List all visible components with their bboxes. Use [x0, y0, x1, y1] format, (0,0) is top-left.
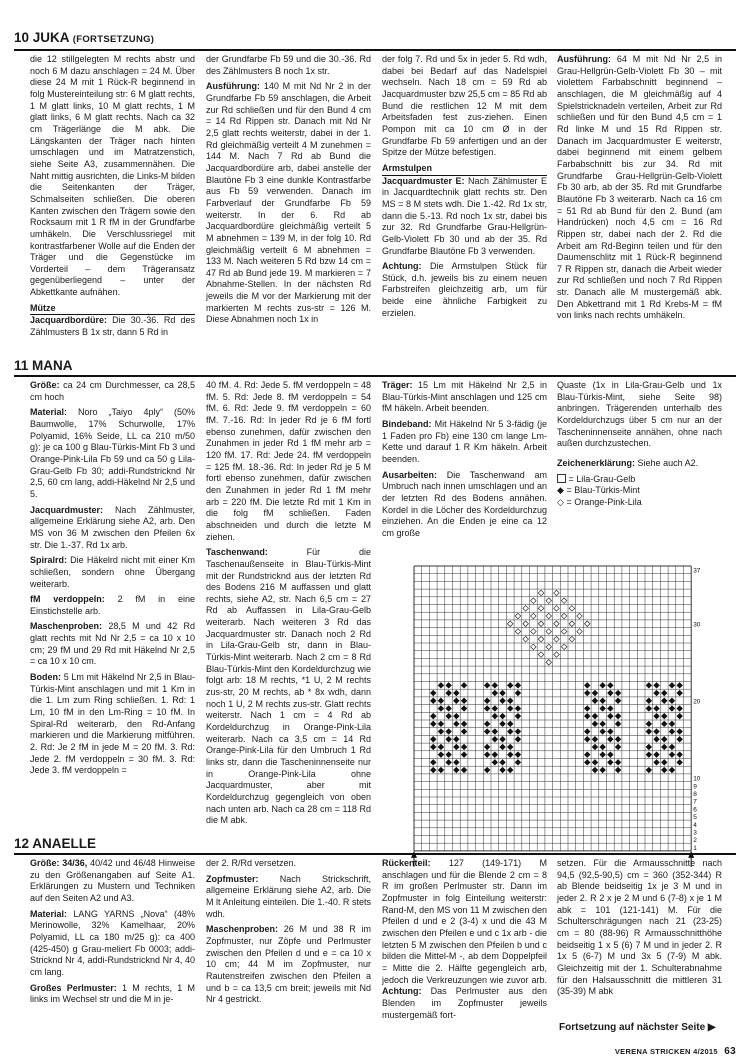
chart-filled-diamond: [615, 721, 621, 727]
s11-column-1: [30, 380, 195, 834]
chart-filled-diamond: [600, 721, 606, 727]
chart-row-number: 5: [693, 814, 697, 822]
chart-filled-diamond: [646, 744, 652, 750]
chart-filled-diamond: [661, 713, 667, 719]
chart-filled-diamond: [461, 721, 467, 727]
chart-filled-diamond: [454, 698, 460, 704]
chart-filled-diamond: [484, 683, 490, 689]
s10-c3-jacquard-label: Jacquardmuster E:: [382, 175, 465, 186]
s12-c1-1-text: LANG YARNS „Nova“ (48% Merinowolle, 32% Kamelhaar, 20% Polyamid, LL ca 180 m/25 g): ca 400 (425-450) g Grau-meliert Fb 0003; addi-Stricknd Nr 4, addi-Rundstricknd Nr 4, 40 cm lang.: [30, 908, 195, 977]
chart-filled-diamond: [515, 736, 521, 742]
s11-column-2: [206, 380, 371, 834]
chart-filled-diamond: [661, 760, 667, 766]
chart-filled-diamond: [446, 736, 452, 742]
chart-filled-diamond: [654, 690, 660, 696]
s10-c1-text: die 12 stillgelegten M rechts abstr und noch 6 M dazu anschlagen = 24 M. Über diese 24 M mit 1 Rück-R beginnend in folg Mustereinteilung str: 6 M glatt rechts, 1 M glatt links, 10 M glatt rechts, 1 M glatt links, 6 M glatt rechts. Nach ca 32 cm Trägerlänge die M abk. Die Längskanten der Träger nach hinten umschlagen und im Matratzenstich, siehe Seite A3, zusammennähen. Die Naht mittig ausrichten, die Links-M bilden die Seitenkanten der Träger, Schmalseiten schließen. Die oberen Kanten zwischen den Trägern sowie den Rocksaum mit 1 R fM in der Grundfarbe umhäkeln. Die Verschlussriegel mit kontrastfarbener Wolle auf die Enden der Träger und die Gegenstücke im Vorderteil – dem Trägeransatz gegenüberliegend – unter der Abkettkante aufnähen.: [30, 54, 195, 298]
chart-filled-diamond: [430, 713, 436, 719]
chart-filled-diamond: [654, 752, 660, 758]
s11-legend-title: Zeichenerklärung:: [557, 457, 636, 468]
chart-filled-diamond: [454, 721, 460, 727]
s10-c2-text-a: der Grundfarbe Fb 59 und die 30.-36. Rd des Zählmusters B noch 1x str.: [206, 54, 371, 76]
section-10-subtitle: (FORTSETZUNG): [72, 34, 155, 45]
chart-open-diamond: [584, 621, 590, 627]
chart-filled-diamond: [446, 729, 452, 735]
chart-filled-diamond: [600, 706, 606, 712]
s10-c3-achtung-text: Die Armstulpen Stück für Stück, d.h. jeweils bis zu einem neuen Farbstreifen gleichzeitig arb, um für beide eine ähnliche Farbigkeit zu erzielen.: [382, 261, 547, 318]
chart-filled-diamond: [454, 767, 460, 773]
chart-filled-diamond: [492, 752, 498, 758]
chart-filled-diamond: [430, 736, 436, 742]
chart-filled-diamond: [646, 698, 652, 704]
chart-row-number: 30: [693, 621, 701, 629]
chart-filled-diamond: [592, 760, 598, 766]
s11-c2-taschenwand-label: Taschenwand:: [206, 547, 268, 558]
chart-open-diamond: [561, 598, 567, 604]
chart-filled-diamond: [438, 729, 444, 735]
chart-filled-diamond: [500, 698, 506, 704]
chart-filled-diamond: [654, 729, 660, 735]
chart-filled-diamond: [492, 690, 498, 696]
chart-filled-diamond: [600, 744, 606, 750]
s12-c2-2-text: 26 M und 38 R im Zopfmuster, nur Zöpfe und Perlmuster zwischen den Pfeilen d und e = ca 10 x 10 cm; 44 M im Zopfmuster, nur Rautenstreifen zwischen den Pfeilen a und b = ca 13,5 cm breit; jeweils mit Nd Nr 4 gestrickt.: [206, 924, 371, 1005]
s12-column-2: [206, 858, 371, 1042]
s12-c3-achtung-text: Das Perlmuster aus den Blenden im Zopfmuster jeweils mustergemäß fort-: [382, 986, 547, 1020]
chart-filled-diamond: [484, 752, 490, 758]
chart-filled-diamond: [515, 690, 521, 696]
s12-column-3: [382, 858, 547, 1042]
s12-c4-text: setzen. Für die Armausschnitte nach 94,5 (92,5-90,5) cm = 360 (352-344) R ab Blende beidseitig 1x je 3 M und in jeder 2. R 2 x je 2 M und 6 (7-8) x je 1 M abk = 101 (121-141) M. Für die Schulterschrägungen nach 21 (23-25) cm = 80 (88-96) R Armausschnitthöhe beidseitig 1 x 5 (6) 7 M und in jeder 2. R 1x 5 (6-7) M und 3x 5 (7-9) M abk. Gleichzeitig mit der 1. Schulterabnahme für den Halsausschnitt die mittleren 31 (35-39) M abk: [557, 858, 722, 997]
chart-filled-diamond: [446, 760, 452, 766]
s12-c1-1-label: Material:: [30, 908, 68, 919]
chart-row-number: 10: [693, 775, 701, 783]
chart-filled-diamond: [438, 744, 444, 750]
chart-filled-diamond: [515, 683, 521, 689]
chart-open-diamond: [546, 644, 552, 650]
s10-column-1: [30, 54, 195, 354]
chart-filled-diamond: [615, 690, 621, 696]
chart-open-diamond: [561, 613, 567, 619]
chart-filled-diamond: [592, 721, 598, 727]
s11-c1-5-text: 28,5 M und 42 Rd glatt rechts mit Nd Nr 2,5 = ca 10 x 10 cm; 29 fM und 29 Rd mit Häkelnd Nr 2,5 = ca 10 x 10 cm.: [30, 621, 195, 667]
chart-filled-diamond: [584, 713, 590, 719]
chart-filled-diamond: [615, 713, 621, 719]
chart-filled-diamond: [669, 721, 675, 727]
chart-filled-diamond: [461, 683, 467, 689]
chart-filled-diamond: [438, 721, 444, 727]
s11-c1-4-label: fM verdoppeln:: [30, 594, 105, 605]
chart-filled-diamond: [608, 683, 614, 689]
chart-filled-diamond: [584, 752, 590, 758]
chart-filled-diamond: [669, 683, 675, 689]
legend-item-orange-pink-lila: [557, 497, 722, 509]
chart-filled-diamond: [654, 706, 660, 712]
chart-filled-diamond: [592, 744, 598, 750]
chart-row-number: 6: [693, 806, 697, 814]
chart-filled-diamond: [430, 721, 436, 727]
chart-filled-diamond: [608, 752, 614, 758]
chart-open-diamond: [554, 652, 560, 658]
chart-filled-diamond: [461, 698, 467, 704]
chart-open-diamond: [554, 621, 560, 627]
chart-filled-diamond: [484, 706, 490, 712]
chart-filled-diamond: [677, 736, 683, 742]
s11-c1-2-text: Nach Zählmuster, allgemeine Erklärung siehe A2, arb. Den MS von 36 M zwischen den Pfeilen 6x str. Die 1.-37. Rd 1x arb.: [30, 504, 195, 550]
chart-filled-diamond: [677, 752, 683, 758]
chart-filled-diamond: [669, 744, 675, 750]
chart-filled-diamond: [515, 729, 521, 735]
s12-c3-text: 127 (149-171) M anschlagen und für die Blende 2 cm = 8 R im großen Perlmuster str. Dann im Zopfmuster in folg Einteilung weiterstr: Rand-M, den MS von 11 M zwischen den Pfeilen d und e 2 (3-4) x und die 43 M zwischen den Pfeilen e und c 1x arb - die letzten 5 M zwischen den Pfeilen b und c bilden die Mittel-M -, ab dem Doppelpfeil = Mitte die 2. Hälfte gegengleich arb, jedoch die Verkreuzungen wie zuvor arb.: [382, 858, 547, 985]
legend-label-1: = Blau-Türkis-Mint: [566, 485, 640, 496]
chart-filled-diamond: [608, 690, 614, 696]
chart-filled-diamond: [454, 736, 460, 742]
chart-filled-diamond: [646, 752, 652, 758]
section-11-header: [14, 358, 736, 377]
chart-open-diamond: [538, 652, 544, 658]
chart-row-number: 20: [693, 698, 701, 706]
chart-filled-diamond: [592, 767, 598, 773]
s10-c2-ausfuehrung-label: Ausführung:: [206, 81, 260, 92]
chart-filled-diamond: [438, 767, 444, 773]
page-footer: [615, 1046, 736, 1057]
chart-filled-diamond: [592, 736, 598, 742]
chart-open-diamond: [523, 606, 529, 612]
chart-filled-diamond: [669, 752, 675, 758]
s10-c3-text-a: der folg 7. Rd und 5x in jeder 5. Rd wdh, dabei bei Bedarf auf das Nadelspiel wechseln. Nach 18 cm = 59 Rd ab Jacquardmuster bzw 25,5 cm = 85 Rd ab Bund die restlichen 12 M mit dem Arbeitsfaden fest zus-ziehen. Einen Pompon mit ca 10 cm Ø in der Grundfarbe Fb 59 anfertigen und an der Spitze der Mütze befestigen.: [382, 54, 547, 158]
chart-open-diamond: [531, 629, 537, 635]
chart-filled-diamond: [446, 683, 452, 689]
chart-filled-diamond: [461, 752, 467, 758]
chart-filled-diamond: [608, 760, 614, 766]
chart-filled-diamond: [646, 721, 652, 727]
section-10-header: [14, 30, 736, 51]
chart-filled-diamond: [484, 767, 490, 773]
chart-filled-diamond: [492, 736, 498, 742]
chart-filled-diamond: [461, 729, 467, 735]
legend-symbol-blank: [557, 474, 566, 483]
jacquard-knitting-chart: [408, 562, 728, 852]
chart-filled-diamond: [584, 760, 590, 766]
chart-filled-diamond: [646, 729, 652, 735]
chart-filled-diamond: [661, 690, 667, 696]
chart-filled-diamond: [430, 744, 436, 750]
chart-filled-diamond: [438, 698, 444, 704]
s10-column-2: [206, 54, 371, 354]
chart-filled-diamond: [584, 683, 590, 689]
chart-filled-diamond: [507, 698, 513, 704]
s12-c1-0-text: 40/42 und 46/48 Hinweise zu den Größenangaben auf Seite A1. Erklärungen zu Mustern und Techniken auf den Seiten A2 und A3.: [30, 858, 195, 903]
chart-filled-diamond: [492, 683, 498, 689]
chart-filled-diamond: [507, 752, 513, 758]
chart-filled-diamond: [654, 760, 660, 766]
chart-filled-diamond: [515, 760, 521, 766]
chart-filled-diamond: [592, 713, 598, 719]
chart-filled-diamond: [677, 760, 683, 766]
chart-filled-diamond: [615, 760, 621, 766]
chart-open-diamond: [507, 621, 513, 627]
chart-open-diamond: [561, 629, 567, 635]
chart-filled-diamond: [608, 713, 614, 719]
legend-item-lila-grau-gelb: [557, 474, 722, 486]
chart-filled-diamond: [677, 706, 683, 712]
chart-open-diamond: [561, 644, 567, 650]
chart-row-number: 2: [693, 837, 697, 845]
s10-c4-ausfuehrung-label: Ausführung:: [557, 54, 611, 64]
s11-c1-3-label: Spiralrd:: [30, 555, 68, 566]
chart-filled-diamond: [507, 683, 513, 689]
s12-c1-2-label: Großes Perlmuster:: [30, 982, 117, 993]
chart-filled-diamond: [507, 729, 513, 735]
chart-filled-diamond: [669, 729, 675, 735]
s11-c3-0-label: Träger:: [382, 380, 413, 390]
s11-c2-text-a: 40 fM. 4. Rd: Jede 5. fM verdoppeln = 48 fM. 5. Rd: Jede 8. fM verdoppeln = 54 fM. 6. Rd: Jede 9. fM verdoppeln = 60 fM. 7.-16. Rd: In jeder Rd je 6 fM fortl ebenso zunehmen, dafür zwischen den Zunahmen in jeder Rd 1 fM mehr arb = 120 fM. 17. Rd: Jede 24. fM verdoppeln = 125 fM. 18.-36. Rd: In jeder Rd je 5 M fortl ebenso zunehmen, dafür zwischen den Zunahmen in jeder Rd 1 fM mehr arb = 220 fM. Die letzte Rd mit 1 Km in die folg fM schließen. Faden abschneiden und durch die letzte M ziehen.: [206, 380, 371, 542]
legend-symbol-filled-diamond: ◆: [557, 485, 564, 496]
chart-filled-diamond: [430, 760, 436, 766]
chart-open-diamond: [538, 636, 544, 642]
chart-filled-diamond: [484, 698, 490, 704]
chart-filled-diamond: [438, 752, 444, 758]
chart-filled-diamond: [500, 744, 506, 750]
chart-filled-diamond: [446, 713, 452, 719]
chart-row-number: 37: [693, 567, 701, 575]
chart-filled-diamond: [669, 767, 675, 773]
chart-open-diamond: [546, 613, 552, 619]
chart-filled-diamond: [661, 744, 667, 750]
chart-filled-diamond: [654, 683, 660, 689]
section-12-title: 12 ANAELLE: [14, 836, 97, 851]
chart-filled-diamond: [430, 698, 436, 704]
chart-row-number: 9: [693, 783, 697, 791]
s11-c1-6-text: 5 Lm mit Häkelnd Nr 2,5 in Blau-Türkis-Mint anschlagen und mit 1 Km in die 1. Lm zum Ring schließen. 1. Rd: 1 Lm, 10 fM in den Lm-Ring = 10 fM. In Spiral-Rd weiterarb, den Rd-Anfang markieren und die Markierung mitführen. 2. Rd: Je 2 fM in jede M = 20 fM. 3. Rd: Jede 2. fM verdoppeln = 30 fM. 3. Rd: Jede 3. fM verdoppeln =: [30, 672, 195, 776]
chart-filled-diamond: [669, 698, 675, 704]
s12-c1-2-text: 1 M rechts, 1 M links im Wechsel str und die M in je-: [30, 982, 196, 1005]
section-10-title: 10 JUKA: [14, 30, 70, 45]
chart-filled-diamond: [446, 706, 452, 712]
chart-open-diamond: [531, 598, 537, 604]
chart-filled-diamond: [484, 744, 490, 750]
chart-filled-diamond: [438, 706, 444, 712]
chart-open-diamond: [538, 621, 544, 627]
chart-filled-diamond: [600, 698, 606, 704]
chart-filled-diamond: [515, 713, 521, 719]
chart-filled-diamond: [438, 683, 444, 689]
chart-filled-diamond: [615, 744, 621, 750]
chart-filled-diamond: [492, 729, 498, 735]
chart-filled-diamond: [661, 736, 667, 742]
s10-column-4: [557, 54, 722, 354]
legend-label-0: = Lila-Grau-Gelb: [568, 473, 636, 484]
chart-filled-diamond: [500, 736, 506, 742]
s12-column-4: [557, 858, 722, 1020]
s12-c2-1-text: Nach Strickschrift, allgemeine Erklärung siehe A2, arb. Die M lt Anleitung einteilen. Die 1.-40. R stets wdh.: [206, 873, 371, 919]
s12-c3-rueckenteil-label: Rückenteil:: [382, 858, 431, 868]
s12-c2-2-label: Maschenproben:: [206, 924, 279, 935]
chart-filled-diamond: [484, 721, 490, 727]
chart-filled-diamond: [461, 744, 467, 750]
chart-filled-diamond: [600, 767, 606, 773]
s11-c1-6-label: Boden:: [30, 672, 61, 683]
s10-c1-jacquard-text: Die 30.-36. Rd des Zählmusters B 1x str, dann 5 Rd in: [30, 315, 195, 338]
chart-row-number: 1: [693, 844, 697, 852]
s11-c3-1-label: Bindeband:: [382, 418, 432, 429]
chart-filled-diamond: [584, 736, 590, 742]
chart-open-diamond: [538, 590, 544, 596]
s11-c1-5-label: Maschenproben:: [30, 621, 103, 632]
s11-legend-title-rest: Siehe auch A2.: [637, 457, 699, 468]
chart-filled-diamond: [608, 706, 614, 712]
chart-filled-diamond: [461, 767, 467, 773]
chart-filled-diamond: [492, 713, 498, 719]
chart-filled-diamond: [646, 706, 652, 712]
chart-filled-diamond: [584, 729, 590, 735]
chart-filled-diamond: [454, 760, 460, 766]
chart-filled-diamond: [430, 690, 436, 696]
s12-c2-1-label: Zopfmuster:: [206, 873, 259, 884]
s11-column-3: [382, 380, 547, 560]
chart-filled-diamond: [661, 698, 667, 704]
s10-c2-text-b: 140 M mit Nd Nr 2 in der Grundfarbe Fb 59 anschlagen, die Arbeit zur Rd schließen und für den Bund 4 cm = 14 Rd Rippen str. Danach mit Nd Nr 2,5 glatt rechts weiterstr, dabei in der 1. Rd gleichmäßig verteilt 4 M zunehmen = 144 M. Nach 7 Rd ab Bund die Jacquardbordüre arb, dabei anstelle der Blautöne Fb 3 eine dunkle Kontrastfarbe aus Fb 59 verwenden. Danach im Farbverlauf der Grundfarbe Fb 59 weiterstr. In der 6. Rd ab Jacquardbordüre gleichmäßig verteilt 5 M abnehmen = 139 M, in der folg 10. Rd gleichmäßig verteilt 6 M abnehmen = 133 M. Nach weiteren 5 Rd bzw 14 cm = 47 Rd ab Bund jede 19. M markieren = 7 Abnahme-Stellen. In der nächsten Rd jeweils die M vor der Markierung mit der markierten M rechts zus-str = 126 M. Diese Abnahmen noch 1x in: [206, 81, 371, 325]
chart-open-diamond: [523, 621, 529, 627]
chart-row-number: 3: [693, 829, 697, 837]
s12-c1-0-label: Größe: 34/36,: [30, 858, 88, 868]
chart-filled-diamond: [507, 706, 513, 712]
section-12-header: [14, 836, 736, 855]
chart-filled-diamond: [500, 690, 506, 696]
chart-open-diamond: [577, 629, 583, 635]
chart-filled-diamond: [430, 767, 436, 773]
s11-c1-2-label: Jacquardmuster:: [30, 504, 104, 515]
s10-c1-jacquard-label: Jacquardbordüre:: [30, 315, 108, 326]
chart-filled-diamond: [661, 767, 667, 773]
chart-filled-diamond: [677, 729, 683, 735]
chart-filled-diamond: [446, 752, 452, 758]
s11-c3-1-text: Mit Häkelnd Nr 5 3-fädig (je 1 Faden pro Fb) eine 130 cm lange Lm-Kette und darauf 1 R Km häkeln. Arbeit beenden.: [382, 418, 547, 464]
chart-open-diamond: [523, 636, 529, 642]
chart-filled-diamond: [507, 744, 513, 750]
chart-row-number: 4: [693, 821, 697, 829]
s11-c4-text: Quaste (1x in Lila-Grau-Gelb und 1x Blau-Türkis-Mint, siehe Seite 98) anbringen. Trägerenden unterhalb des Kordeldurchzugs über 5 cm nur an der Tascheninnenseite annähen, ohne nach außen durchzustechen.: [557, 380, 722, 449]
chart-open-diamond: [569, 606, 575, 612]
chart-open-diamond: [569, 636, 575, 642]
chart-filled-diamond: [600, 683, 606, 689]
s10-armstulpen-heading: Armstulpen: [382, 163, 547, 176]
chart-filled-diamond: [592, 690, 598, 696]
chart-filled-diamond: [677, 713, 683, 719]
page-number: 63: [724, 1046, 736, 1057]
legend-label-2: = Orange-Pink-Lila: [566, 496, 642, 507]
chart-open-diamond: [546, 659, 552, 665]
s12-c2-0-text: der 2. R/Rd versetzen.: [206, 858, 297, 868]
legend-item-blau-tuerkis-mint: [557, 485, 722, 497]
chart-filled-diamond: [446, 690, 452, 696]
s11-c1-0-text: ca 24 cm Durchmesser, ca 28,5 cm hoch: [30, 380, 195, 402]
chart-filled-diamond: [584, 690, 590, 696]
s11-c1-3-text: Die Häkelrd nicht mit einer Km schließen, sondern ohne Übergang weiterarb.: [30, 555, 195, 589]
chart-filled-diamond: [646, 767, 652, 773]
chart-filled-diamond: [669, 706, 675, 712]
s10-muetze-heading: Mütze: [30, 303, 195, 316]
chart-open-diamond: [531, 644, 537, 650]
chart-filled-diamond: [492, 706, 498, 712]
chart-filled-diamond: [515, 706, 521, 712]
chart-open-diamond: [531, 613, 537, 619]
s11-c3-2-text: Die Taschenwand am Umbruch nach innen umschlagen und an der letzten Rd des Bodens annähen. Kordel in die Löcher des Kordeldurchzug einziehen. An die Enden je eine ca 12 cm große: [382, 469, 547, 538]
s10-column-3: [382, 54, 547, 354]
chart-row-number: 8: [693, 791, 697, 798]
chart-open-diamond: [554, 606, 560, 612]
s12-column-1: [30, 858, 195, 1042]
chart-filled-diamond: [507, 721, 513, 727]
chart-filled-diamond: [600, 752, 606, 758]
chart-open-diamond: [577, 613, 583, 619]
s11-c1-0-label: Größe:: [30, 380, 60, 390]
continue-next-page: Fortsetzung auf nächster Seite ▶: [559, 1022, 716, 1033]
chart-filled-diamond: [461, 706, 467, 712]
chart-filled-diamond: [454, 744, 460, 750]
chart-filled-diamond: [500, 713, 506, 719]
s10-c4-text: 64 M mit Nd Nr 2,5 in Grau-Hellgrün-Gelb-Violett Fb 30 – mit violettem Farbabschnitt beginnend – anschlagen, die M gleichmäßig auf 4 Spielstricknadeln verteilen, Arbeit zur Rd schließen und für den Bund 4,5 cm = 1 Rd linke M und 15 Rd Rippen str. Danach im Jacquardmuster E weiterstr, dabei beginnend mit einem gelbem Farbabschnitt bis zur 34. Rd mit Grundfarbe Grau-Hellgrün-Gelb-Violett Fb 30 arb, ab der 35. Rd mit Grundfarbe Blautöne Fb 3 weiterarb. Nach ca 16 cm = 51 Rd ab Bund für den 2. Bund (am Handrücken) noch 4,5 cm = 16 Rd Rippen str, dabei nach der 2. Rd die Arbeit am Rd-Beginn teilen und für den Daumenschlitz mit 1 Rück-R beginnend 7 R Rippen str, danach die Arbeit wieder zur Rd schließen und noch 7 Rd Rippen str. Danach alle M mustergemäß abk. Den Abkettrand mit 1 Rd Krebs-M = fM von links nach rechts umhäkeln.: [557, 54, 722, 321]
chart-open-diamond: [538, 606, 544, 612]
chart-filled-diamond: [592, 698, 598, 704]
chart-filled-diamond: [515, 752, 521, 758]
legend-symbol-open-diamond: ◇: [557, 496, 564, 507]
chart-row-number: 7: [693, 798, 697, 806]
chart-filled-diamond: [584, 706, 590, 712]
s11-c1-4-text: 2 fM in eine Einstichstelle arb.: [30, 594, 195, 616]
chart-filled-diamond: [615, 736, 621, 742]
s10-c3-jacquard-text: Nach Zählmuster E in Jacquardtechnik glatt rechts str. Den MS = 8 M stets wdh. Die 1.-42. Rd 1x str, dann die 5.-13. Rd noch 1x str, dabei bis zur 32. Rd Grundfarbe Grau-Hellgrün-Gelb-Violett Fb 30 und ab der 35. Rd Grundfarbe Blautöne Fb 3 verwenden.: [382, 175, 547, 256]
s11-c3-0-text: 15 Lm mit Häkelnd Nr 2,5 in Blau-Türkis-Mint anschlagen und 125 cm fM häkeln. Arbeit beenden.: [382, 380, 547, 414]
chart-open-diamond: [554, 590, 560, 596]
chart-filled-diamond: [661, 721, 667, 727]
chart-filled-diamond: [608, 736, 614, 742]
chart-filled-diamond: [608, 729, 614, 735]
chart-filled-diamond: [500, 760, 506, 766]
chart-filled-diamond: [677, 683, 683, 689]
s11-c3-2-label: Ausarbeiten:: [382, 469, 438, 480]
chart-filled-diamond: [500, 721, 506, 727]
chart-filled-diamond: [600, 729, 606, 735]
chart-open-diamond: [515, 613, 521, 619]
chart-open-diamond: [546, 629, 552, 635]
s11-c1-1-text: Noro „Taiyo 4ply“ (50% Baumwolle, 17% Schurwolle, 17% Polyamid, 16% Seide, LL ca 210 m/50 g): je ca 100 g Blau-Türkis-Mint Fb 3 und Orange-Pink-Lila Fb 59 und ca 50 g Lila-Grau-Gelb Fb 30; addi-Rundstricknd Nr 2,5, 60 cm lang, addi-Häkelnd Nr 2,5 und 5.: [30, 407, 195, 499]
chart-filled-diamond: [484, 729, 490, 735]
s12-c3-achtung-label: Achtung:: [382, 986, 422, 997]
s10-c3-achtung-label: Achtung:: [382, 261, 422, 272]
chart-open-diamond: [515, 629, 521, 635]
magazine-name: VERENA STRICKEN 4/2015: [614, 1047, 718, 1056]
chart-filled-diamond: [654, 736, 660, 742]
chart-filled-diamond: [646, 683, 652, 689]
chart-open-diamond: [554, 636, 560, 642]
section-11-title: 11 MANA: [14, 358, 73, 373]
s11-c1-1-label: Material:: [30, 407, 68, 418]
chart-filled-diamond: [677, 690, 683, 696]
chart-open-diamond: [569, 621, 575, 627]
chart-filled-diamond: [615, 767, 621, 773]
chart-filled-diamond: [654, 713, 660, 719]
s11-c2-text-b: Für die Taschenaußenseite in Blau-Türkis-Mint mit der Rundstricknd aus der letzten Rd des Bodens 216 M auffassen und glatt rechts, siehe A2, str. Nach 6,5 cm = 27 Rd ab Auffassen in Lila-Grau-Gelb weiterarb. Nach weiteren 3 Rd das Jacquardmuster str. Danach noch 2 Rd in Lila-Grau-Gelb str, dann in Blau-Türkis-Mint weiterarb. Nach 2 cm = 8 Rd Blau-Türkis-Mint den Kordeldurchzug wie folgt arb: 18 M rechts, *1 U, 2 M rechts zus-str, 20 M rechts, ab * 8x wdh, dann noch 1 U, 2 M rechts zus-str. Glatt rechts weiterstr. Nach 1 cm = 4 Rd ab Kordeldurchzug in Orange-Pink-Lila weiterarb. Nach ca 3,5 cm = 14 Rd Orange-Pink-Lila für den Umbruch 1 Rd links str, dann die Tascheninnenseite nur in Orange-Pink-Lila ohne Jacquardmuster, aber mit Kordeldurchzug gegengleich von oben nach unten arb. Nach ca 28 cm = 118 Rd die M abk.: [206, 547, 371, 826]
chart-filled-diamond: [615, 698, 621, 704]
chart-filled-diamond: [507, 767, 513, 773]
chart-filled-diamond: [500, 767, 506, 773]
chart-filled-diamond: [454, 690, 460, 696]
chart-open-diamond: [546, 598, 552, 604]
chart-filled-diamond: [454, 713, 460, 719]
chart-filled-diamond: [492, 760, 498, 766]
s11-column-4: [557, 380, 722, 560]
